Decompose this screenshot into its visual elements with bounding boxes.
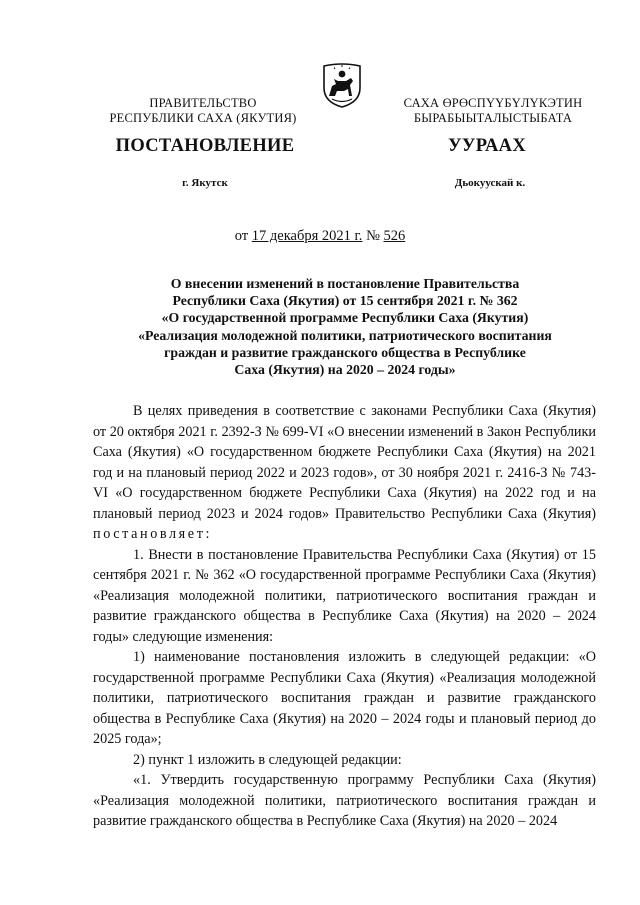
title-line: Саха (Якутия) на 2020 – 2024 годы»: [234, 362, 456, 378]
date-prefix: от: [234, 228, 252, 244]
org-line: РЕСПУБЛИКИ САХА (ЯКУТИЯ): [109, 111, 297, 125]
title-line: «Реализация молодежной политики, патриотического воспитания: [138, 327, 552, 343]
city-ru: г. Якутск: [182, 177, 228, 189]
document-body: [93, 401, 596, 832]
resolves-word: постановляет:: [93, 526, 213, 542]
number-label: №: [362, 228, 384, 244]
title-line: «О государственной программе Республики Саха (Якутия): [161, 310, 529, 326]
date-and-number: [0, 228, 640, 245]
government-name-ru: [88, 96, 318, 126]
org-line: САХА ӨРӨСПҮҮБҮЛҮКЭТИН: [403, 96, 583, 110]
org-line: БЫРАБЫЫТАЛЫСТЫБАТА: [413, 111, 573, 125]
government-name-sah: [378, 96, 608, 126]
title-line: Республики Саха (Якутия) от 15 сентября 2021 г. № 362: [172, 293, 518, 309]
org-line: ПРАВИТЕЛЬСТВО: [149, 96, 257, 110]
city-sah: Дьокуускай к.: [454, 177, 526, 189]
subclause-1-paragraph: 1) наименование постановления изложить в следующей редакции: «О государственной программе Республики Саха (Якутия) «Реализация молодежной политики, патриотического воспитания граждан и развитие гражданского общества в Республике Саха (Якутия) на 2020 – 2024 годы и плановый период до 2025 года»;: [93, 649, 596, 747]
title-line: О внесении изменений в постановление Правительства: [170, 276, 520, 291]
title-line: граждан и развитие гражданского общества в Республике: [164, 344, 526, 360]
preamble-paragraph: [93, 401, 596, 545]
preamble-text: В целях приведения в соответствие с законами Республики Саха (Якутия) от 20 октября 2021 г. 2392-З № 699-VI «О внесении изменений в Закон Республики Саха (Якутия) «О государственном бюджете Республики Саха (Якутия) на 2021 год и на плановый период 2022 и 2023 годов», от 30 ноября 2021 г. 2416-З № 743-VI «О государственном бюджете Республики Саха (Якутия) на 2022 год и на плановый период 2023 и 2024 годов» Правительство Республики Саха (Якутия): [93, 403, 596, 522]
document-title: [95, 275, 595, 378]
subclause-2-paragraph: 2) пункт 1 изложить в следующей редакции:: [133, 751, 402, 768]
doc-number: 526: [383, 228, 406, 244]
doc-date: 17 декабря 2021 г.: [251, 228, 363, 244]
doc-type-sah: УУРААХ: [448, 136, 526, 156]
coat-of-arms-icon: [320, 62, 364, 108]
doc-type-ru: ПОСТАНОВЛЕНИЕ: [115, 136, 295, 156]
new-clause-1-paragraph: «1. Утвердить государственную программу Республики Саха (Якутия) «Реализация молодежной политики, патриотического воспитания граждан и развитие гражданского общества в Республике Саха (Якутия) на 2020 – 2024: [93, 772, 596, 829]
clause-1-paragraph: 1. Внести в постановление Правительства Республики Саха (Якутия) от 15 сентября 2021 г. № 362 «О государственной программе Республики Саха (Якутия) «Реализация молодежной политики, патриотического воспитания граждан и развитие гражданского общества в Республике Саха (Якутия) на 2020 – 2024 годы» следующие изменения:: [93, 546, 596, 645]
